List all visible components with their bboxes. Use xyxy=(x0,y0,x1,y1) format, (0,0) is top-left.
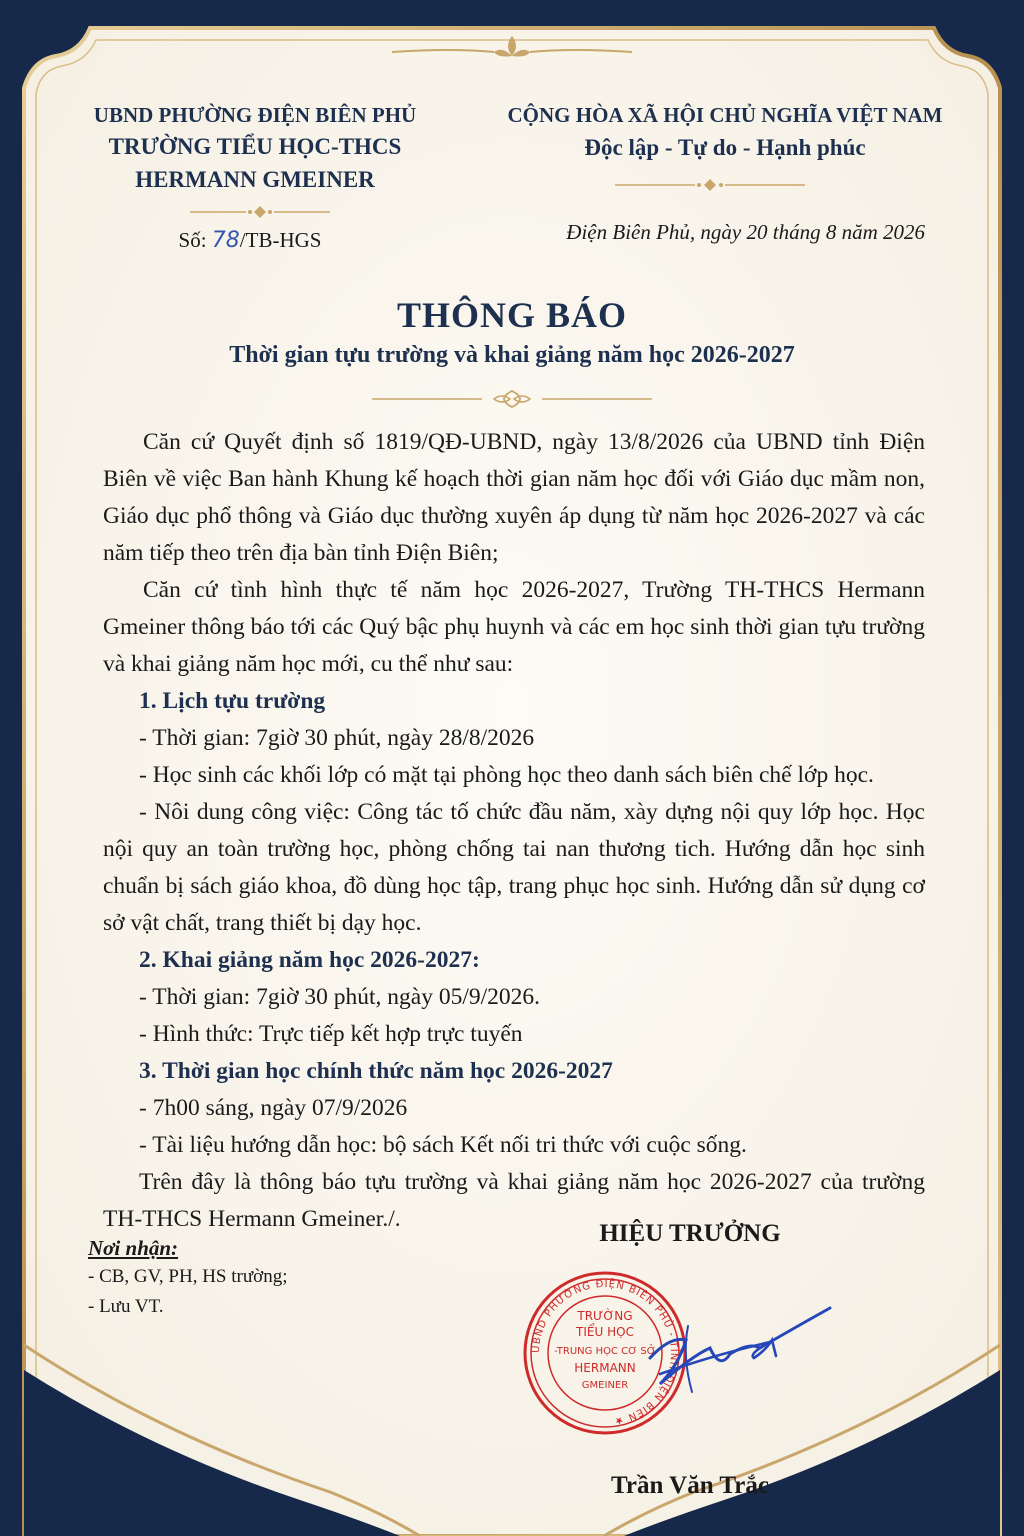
paragraph-legal-basis: Căn cứ Quyết định số 1819/QĐ-UBND, ngày 13/8/2026 của UBND tỉnh Điện Biên về việc Ban hành Khung kế hoạch thời gian năm học đối với Giáo dục mầm non, Giáo dục phổ thông và Giáo dục thường xuyên áp dụng từ năm học 2026-2027 và các năm tiếp theo trên địa bàn tỉnh Điện Biên; xyxy=(103,429,925,566)
handwritten-signature-icon xyxy=(630,1296,850,1406)
title-divider-icon xyxy=(372,388,652,410)
recipients-label: Nơi nhận: xyxy=(88,1236,179,1260)
motto-divider-icon xyxy=(615,177,805,193)
stamp-line: HERMANN xyxy=(574,1361,636,1375)
issue-date: Điện Biên Phủ, ngày 20 tháng 8 năm 2026 xyxy=(566,220,925,244)
stamp-line: GMEINER xyxy=(581,1380,629,1391)
issuer-school-name: HERMANN GMEINER xyxy=(135,167,375,192)
closing-paragraph: Trên đây là thông báo tựu trường và khai giảng năm học 2026-2027 của trường TH-THCS Hermann Gmeiner./. xyxy=(103,1169,925,1232)
section1-title: 1. Lịch tựu trường xyxy=(139,688,326,714)
issuer-block xyxy=(70,100,440,196)
recipient-item: - Lưu VT. xyxy=(88,1296,164,1317)
notice-title: THÔNG BÁO xyxy=(396,295,628,335)
section2-title: 2. Khai giảng năm học 2026-2027: xyxy=(139,947,480,973)
national-motto: Độc lập - Tự do - Hạnh phúc xyxy=(584,135,866,160)
doc-number-prefix: Số: xyxy=(178,228,212,252)
recipient-item: - CB, GV, PH, HS trường; xyxy=(88,1266,288,1287)
stamp-ring-text: UBND PHƯỜNG ĐIỆN BIÊN PHỦ - TỈNH ĐIỆN BIÊN ★ xyxy=(530,1278,680,1427)
section2-item-format: - Hình thức: Trực tiếp kết hợp trực tuyến xyxy=(139,1021,523,1047)
stamp-line: TRƯỜNG xyxy=(577,1309,633,1323)
section1-item-students: - Học sinh các khối lớp có mặt tại phòng học theo danh sách biên chế lớp học. xyxy=(139,762,874,788)
doc-number-suffix: /TB-HGS xyxy=(239,228,322,252)
divider-ornament-icon xyxy=(190,204,330,220)
document-number xyxy=(100,228,400,253)
national-header xyxy=(470,100,980,166)
recipients-block xyxy=(88,1234,408,1322)
signer-role: HIỆU TRƯỞNG xyxy=(599,1220,781,1247)
section1-item-time: - Thời gian: 7giờ 30 phút, ngày 28/8/2026 xyxy=(139,725,535,751)
section2-item-time: - Thời gian: 7giờ 30 phút, ngày 05/9/2026. xyxy=(139,984,541,1010)
notice-subtitle: Thời gian tựu trường và khai giảng năm học 2026-2027 xyxy=(229,342,795,368)
issuer-school: TRƯỜNG TIỂU HỌC-THCS xyxy=(108,134,402,159)
notice-body xyxy=(103,424,925,1238)
section3-title: 3. Thời gian học chính thức năm học 2026-2027 xyxy=(139,1058,613,1084)
issuer-authority: UBND PHƯỜNG ĐIỆN BIÊN PHỦ xyxy=(93,103,417,127)
stamp-line: TIỂU HỌC xyxy=(576,1325,634,1339)
nation-name: CỘNG HÒA XÃ HỘI CHỦ NGHĨA VIỆT NAM xyxy=(507,103,943,127)
stamp-line: -TRUNG HỌC CƠ SỞ xyxy=(554,1346,656,1357)
section3-item-materials: - Tài liệu hướng dẫn học: bộ sách Kết nối tri thức với cuộc sống. xyxy=(139,1132,747,1158)
section1-item-content: - Nôi dung công việc: Công tác tố chức đầu năm, xày dựng nội quy lớp học. Học nội quy an toàn trường học, phòng chống tai nan thương tich. Hướng dẫn học sinh chuẩn bị sách giáo khoa, đồ dùng học tập, trang phục học sinh. Hướng dẫn sử dụng cơ sở vật chất, trang thiết bị dạy học. xyxy=(103,799,925,936)
signer-name: Trần Văn Trắc xyxy=(611,1472,769,1499)
paragraph-context: Căn cứ tình hình thực tế năm học 2026-2027, Trường TH-THCS Hermann Gmeiner thông báo tới các Quý bậc phụ huynh và các em học sinh thời gian tựu trường và khai giảng năm học mới, cu thể như sau: xyxy=(103,577,925,677)
section3-item-time: - 7h00 sáng, ngày 07/9/2026 xyxy=(139,1095,408,1121)
doc-number-handwritten: 78 xyxy=(211,228,240,253)
